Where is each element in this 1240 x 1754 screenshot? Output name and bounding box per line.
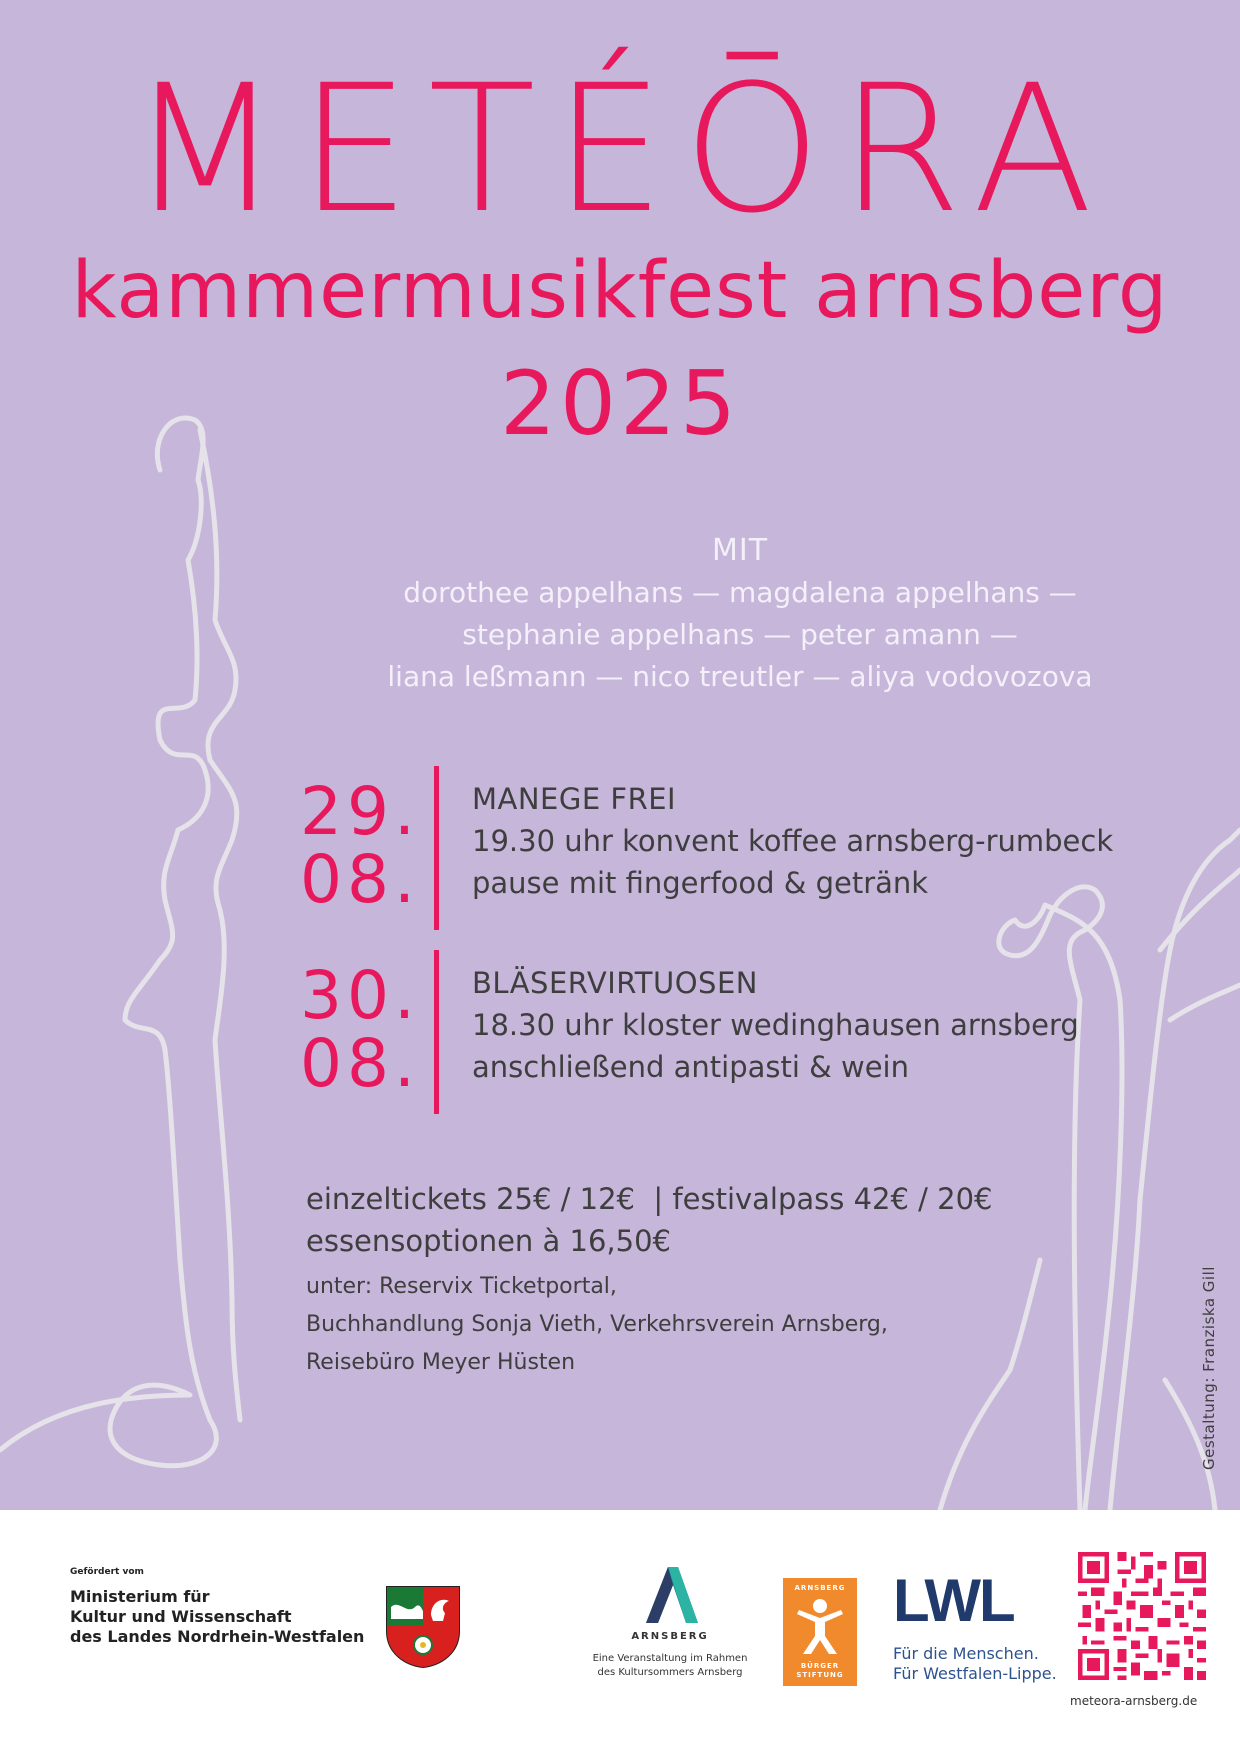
event-date [300,773,420,918]
performers-line: stephanie appelhans — peter amann — [462,618,1018,651]
arnsberg-caption-line: Eine Veranstaltung im Rahmen [592,1653,748,1664]
sales-line: Reisebüro Meyer Hüsten [306,1350,576,1375]
buergerstiftung-word: BÜRGER [800,1662,840,1670]
buergerstiftung-logo-icon [793,1596,847,1656]
buergerstiftung-logo [783,1578,857,1686]
performers-block [360,530,1120,698]
lwl-tagline-line: Für Westfalen-Lippe. [893,1664,1057,1683]
sales-line: unter: Reservix Ticketportal, [306,1274,617,1299]
festival-title: METÉŌRA [129,47,1111,252]
arnsberg-logo [570,1565,770,1685]
lwl-logo [893,1567,1057,1684]
event-divider [434,766,439,930]
ministry-name-line: Kultur und Wissenschaft [70,1607,292,1626]
buergerstiftung-top-text: ARNSBERG [794,1584,846,1592]
funded-by-label: Gefördert vom [70,1567,144,1577]
event-2 [300,957,1160,1132]
performers-line: liana leßmann — nico treutler — aliya vodovozova [387,660,1093,693]
event-title: BLÄSERVIRTUOSEN [472,966,758,1000]
arnsberg-logo-text: ARNSBERG [631,1631,709,1642]
food-price-line: essensoptionen à 16,50€ [306,1224,671,1258]
event-day: 30. [300,957,420,1034]
event-info [472,778,1113,904]
lwl-tagline [893,1644,1057,1684]
event-info [472,962,1079,1088]
event-extras: anschließend antipasti & wein [472,1050,909,1084]
clarinet-drawing [0,418,216,1466]
buergerstiftung-word: STIFTUNG [796,1671,844,1679]
website-url[interactable]: meteora-arnsberg.de [1070,1694,1198,1708]
qr-code-icon[interactable] [1078,1552,1206,1680]
ticket-sales-points [306,1268,888,1382]
event-time-location: 18.30 uhr kloster wedinghausen arnsberg [472,1008,1079,1042]
event-month: 08. [300,1025,420,1102]
performers-label: MIT [711,533,769,568]
event-1 [300,773,1160,948]
ministry-name-line: Ministerium für [70,1587,210,1606]
event-date [300,957,420,1102]
festival-subtitle: kammermusikfest arnsberg [71,246,1169,336]
event-title: MANEGE FREI [472,782,677,816]
ministry-sponsor [70,1567,364,1647]
lwl-tagline-line: Für die Menschen. [893,1644,1039,1663]
lwl-logo-text: LWL [893,1567,1014,1634]
arnsberg-caption [570,1652,770,1680]
arnsberg-caption-line: des Kultursommers Arnsberg [597,1667,743,1678]
ticket-prices [306,1178,993,1262]
buergerstiftung-bottom-text [783,1662,857,1680]
event-day: 29. [300,773,420,850]
design-credit: Gestaltung: Franziska Gill [1200,1266,1218,1470]
ticket-price-line: einzeltickets 25€ / 12€ | festivalpass 42€ / 20€ [306,1182,993,1216]
festival-year: 2025 [500,352,740,455]
nrw-coat-of-arms-icon [385,1585,461,1669]
ministry-name-line: des Landes Nordrhein-Westfalen [70,1627,365,1646]
event-time-location: 19.30 uhr konvent koffee arnsberg-rumbeck [472,824,1114,858]
event-extras: pause mit fingerfood & getränk [472,866,929,900]
event-month: 08. [300,841,420,918]
sales-line: Buchhandlung Sonja Vieth, Verkehrsverein Arnsberg, [306,1312,888,1337]
arnsberg-a-logo-icon [640,1565,700,1625]
performers-line: dorothee appelhans — magdalena appelhans — [403,576,1077,609]
event-divider [434,950,439,1114]
